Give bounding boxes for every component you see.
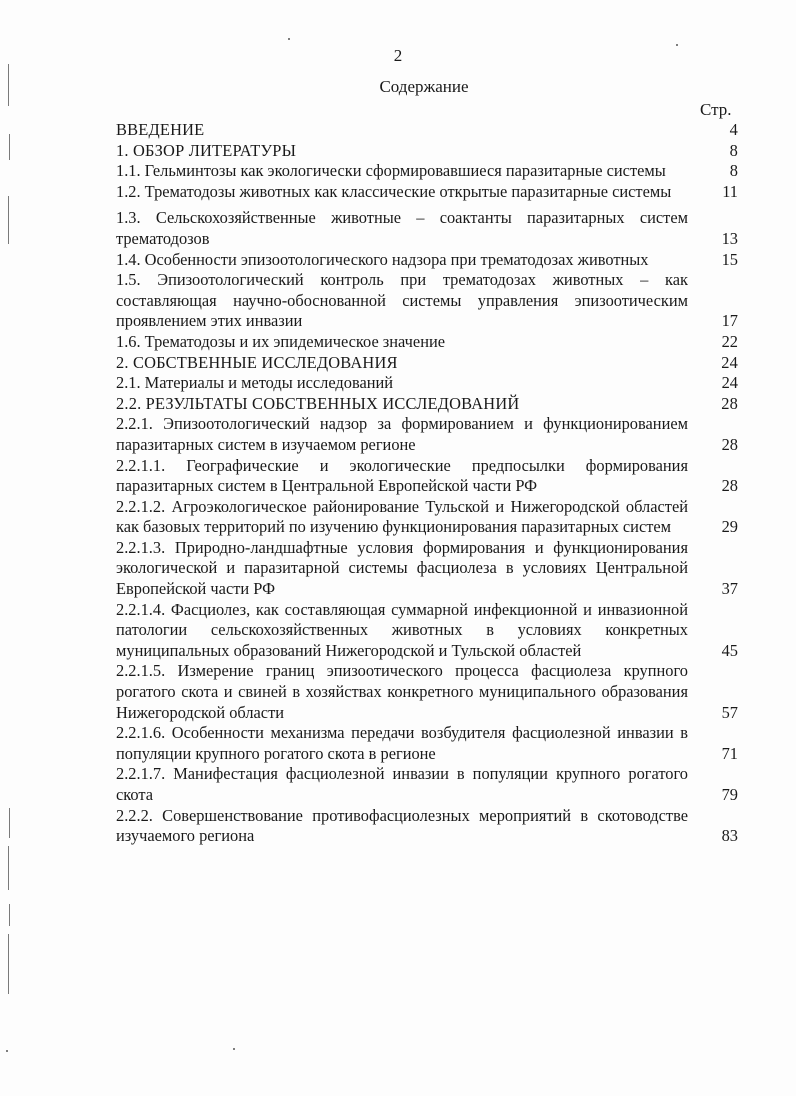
toc-entry-title: 2.2.1.5. Измерение границ эпизоотического процесса фасциолеза крупного рогатого скота и свиней в хозяйствах конкретного муниципального образования Нижегородской области <box>116 661 688 722</box>
scan-mark-left-4 <box>9 808 10 838</box>
toc-entry-1-4 <box>116 250 738 271</box>
toc-entry-title: 2. СОБСТВЕННЫЕ ИССЛЕДОВАНИЯ <box>116 352 398 372</box>
toc-entry-2-2-1 <box>116 414 738 455</box>
scan-mark-left-5 <box>8 846 9 890</box>
toc-entry-page: 11 <box>722 181 738 201</box>
toc-entry-2-2-1-7 <box>116 764 738 805</box>
toc-entry-page: 28 <box>721 476 738 496</box>
scan-speck-4 <box>6 1050 8 1052</box>
toc-entry-page: 17 <box>721 311 738 331</box>
toc-entry-page: 24 <box>721 352 738 372</box>
toc-entry-2-2-1-1 <box>116 456 738 497</box>
toc-entry-title: 1.6. Трематодозы и их эпидемическое значение <box>116 331 446 351</box>
toc-entry-title: 2.2.1. Эпизоотологический надзор за формированием и функционированием паразитарных систем в изучаемом регионе <box>116 414 688 454</box>
toc-entry-title: 2.2.1.3. Природно-ландшафтные условия формирования и функционирования экологической и паразитарной системы фасциолеза в условиях Центральной Европейской части РФ <box>116 537 688 599</box>
toc-entry-title: 2.1. Материалы и методы исследований <box>116 373 394 393</box>
toc-entry-literature-review <box>116 141 738 162</box>
scan-mark-left-7 <box>8 934 9 994</box>
scan-mark-left-3 <box>8 196 9 244</box>
toc-entry-2-2 <box>116 394 738 415</box>
toc-entry-page: 24 <box>721 373 738 393</box>
scan-mark-left-2 <box>9 134 10 160</box>
toc-entry-2-2-1-6 <box>116 723 738 764</box>
toc-entry-2-2-1-5 <box>116 661 738 723</box>
toc-entry-1-6 <box>116 332 738 353</box>
toc-entry-page: 79 <box>721 785 738 804</box>
toc-entry-page: 29 <box>721 517 738 537</box>
toc-entry-title: 2.2.1.7. Манифестация фасциолезной инвазии в популяции крупного рогатого скота <box>116 764 688 804</box>
toc-entry-title: 2.2.1.2. Агроэкологическое районирование Тульской и Нижегородской областей как базовых территорий по изучению функционирования паразитарных систем <box>116 496 688 537</box>
toc-entry-page: 4 <box>729 120 738 139</box>
toc-entry-page: 28 <box>721 393 738 413</box>
toc-entry-title: 1.3. Сельскохозяйственные животные – соактанты паразитарных систем трематодозов <box>116 208 688 248</box>
toc-entry-title: 2.2.1.1. Географические и экологические предпосылки формирования паразитарных систем в Центральной Европейской части РФ <box>116 455 688 496</box>
scan-speck-1 <box>288 38 290 40</box>
toc-entry-title: 2.2.1.4. Фасциолез, как составляющая суммарной инфекционной и инвазионной патологии сельскохозяйственных животных в условиях конкретных муниципальных образований Нижегородской и Тульской областей <box>116 599 688 660</box>
toc-entry-2-2-1-4 <box>116 600 738 662</box>
toc-entry-title: 1. ОБЗОР ЛИТЕРАТУРЫ <box>116 140 297 160</box>
toc-entry-title: 1.1. Гельминтозы как экологически сформировавшиеся паразитарные системы <box>116 161 666 181</box>
page-number: 2 <box>393 46 403 65</box>
toc-entry-page: 13 <box>721 228 738 248</box>
scan-speck-3 <box>233 1048 235 1050</box>
toc-title: Содержание <box>379 77 469 96</box>
page-column-header: Стр. <box>700 100 732 119</box>
toc-entry-page: 37 <box>721 579 738 599</box>
toc-entry-page: 8 <box>729 161 738 181</box>
scan-mark-left-6 <box>9 904 10 926</box>
toc-entry-1-3 <box>116 208 738 249</box>
toc-entry-2-2-2 <box>116 806 738 847</box>
toc-entry-page: 28 <box>721 434 738 454</box>
toc-entry-2-2-1-3 <box>116 538 738 600</box>
toc-entry-2-1 <box>116 373 738 394</box>
toc-entry-2-2-1-2 <box>116 497 738 538</box>
toc-entry-1-5 <box>116 270 738 332</box>
toc-entry-title: ВВЕДЕНИЕ <box>116 120 205 139</box>
toc-entry-page: 57 <box>721 702 738 722</box>
toc-entry-title: 2.2.1.6. Особенности механизма передачи возбудителя фасциолезной инвазии в популяции крупного рогатого скота в регионе <box>116 723 688 763</box>
toc-entry-page: 15 <box>721 249 738 269</box>
toc-entry-title: 2.2. РЕЗУЛЬТАТЫ СОБСТВЕННЫХ ИССЛЕДОВАНИЙ <box>116 393 520 413</box>
toc-entry-page: 22 <box>721 331 738 351</box>
toc-entry-title: 1.4. Особенности эпизоотологического надзора при трематодозах животных <box>116 249 649 269</box>
toc-entry-title: 1.2. Трематодозы животных как классические открытые паразитарные системы <box>116 181 672 201</box>
toc-entry-introduction <box>116 120 738 141</box>
toc-entry-title: 1.5. Эпизоотологический контроль при трематодозах животных – как составляющая научно-обоснованной системы управления эпизоотическим проявлением этих инвазии <box>116 270 688 331</box>
toc-entry-page: 8 <box>729 140 738 160</box>
toc-entry-1-1 <box>116 161 738 182</box>
toc-entry-page: 71 <box>721 743 738 763</box>
toc-entry-page: 45 <box>721 640 738 660</box>
toc-entry-1-2 <box>116 182 738 203</box>
toc-entry-title: 2.2.2. Совершенствование противофасциолезных мероприятий в скотоводстве изучаемого региона <box>116 805 688 846</box>
toc-entry-page: 83 <box>721 826 738 846</box>
table-of-contents <box>116 120 738 847</box>
toc-entry-own-research <box>116 353 738 374</box>
